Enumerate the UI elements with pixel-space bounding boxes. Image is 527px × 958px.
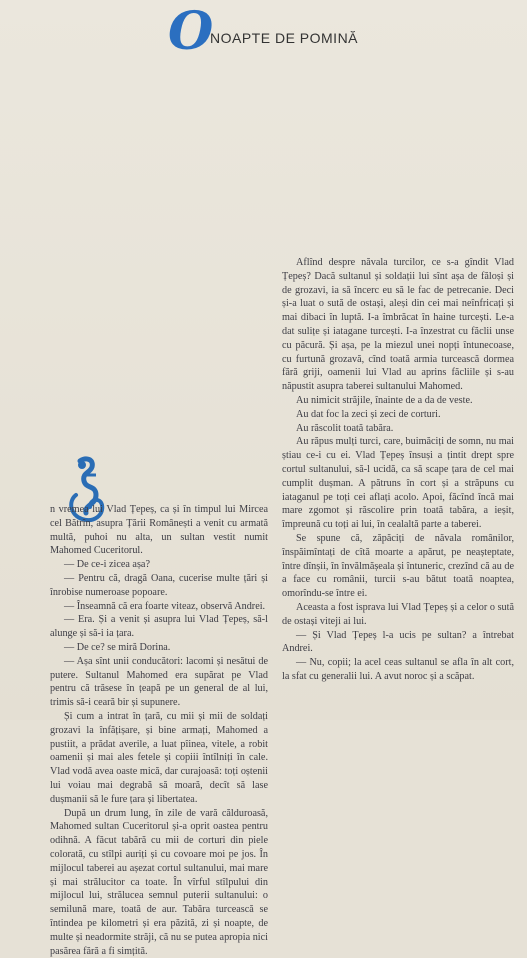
paragraph: — De ce? se miră Dorina. [64,641,171,653]
paragraph: — Așa sînt unii conducători: lacomi și nesătui de putere. Sultanul Mahomed era supărat pe Vlad pentru că trăsese în țeapă pe un general de al lui, trimis să-i ceară bir și supunere. [50,655,268,709]
paragraph: Au răpus mulți turci, care, buimăciți de somn, nu mai știau ce-i cu ei. Vlad Țepeș însuși a țintit drept spre cortul sultanului, să-l ucidă, ca să scape țara de cel mai cumplit dușman. A pătruns în cort și a străpuns cu iataganul pe toți cei aflați acolo. Apoi, făcînd încă mai mare zgomot și răscolire prin toată tabăra, a ieșit, împreună cu toți ai lui, în cealaltă parte a taberei. [282,436,514,531]
paragraph: — Și Vlad Țepeș l-a ucis pe sultan? a întrebat Andrei. [282,629,514,655]
paragraph: Au dat foc la zeci și zeci de corturi. [296,408,441,420]
right-text-column [282,256,514,718]
paragraph: — Nu, copii; la acel ceas sultanul se afla în alt cort, la sfat cu generalii lui. A avut noroc și a scăpat. [282,657,514,682]
title-initial-letter: O [168,1,214,62]
paragraph: — Pentru că, dragă Oana, cucerise multe țări și înrobise numeroase popoare. [50,572,268,598]
paragraph: Au nimicit străjile, înainte de a da de veste. [296,394,473,406]
paragraph: Aflînd despre năvala turcilor, ce s-a gîndit Vlad Țepeș? Dacă sultanul și soldații lui sînt așa de făloși și de grozavi, ia să încerc eu să le fac de petrecanie. Deci și-a luat o sută de ostași, aleși din cei mai neînfricați și mai dibaci în luptă. I-a îmbrăcat în haine turcești. Le-a dat sulițe și iatagane turcești. I-a înzestrat cu făclii unse cu păcură. Și așa, pe la miezul unei nopți întunecoase, cu furtună grozavă, cînd toată armia turcească dormea fără griji, oamenii lui Vlad au aprins făcliile și s-au năpustit asupra taberei sultanului Mahomed. [282,257,514,393]
paragraph: Și cum a intrat în țară, cu mii și mii de soldați grozavi la înfățișare, și bine armați, Mahomed a pustiit, a prădat averile, a luat pîinea, vitele, a robit oamenii și mai ales fetele și copiii întîlniți în cale. Vlad vodă avea oaste mică, dar curajoasă: toți oștenii lui voiau mai degrabă să moară, decît să lase dușmanii să le fure țara și libertatea. [50,710,268,805]
paragraph: — Era. Și a venit și asupra lui Vlad Țepeș, să-l alunge și să-i ia țara. [50,614,268,640]
paragraph: Au răscolit toată tabăra. [296,422,394,434]
paragraph: — Înseamnă că era foarte viteaz, observă Andrei. [64,600,266,612]
title-text: NOAPTE DE POMINĂ [210,30,359,46]
paragraph: — De ce-i zicea așa? [64,559,150,571]
paragraph: n vremea lui Vlad Țepeș, ca și în timpul lui Mircea cel Bătrîn, asupra Țării Românești a venit cu armată multă, puhoi nu alta, un sultan vestit numit Mahomed Cuceritorul. [50,504,268,557]
paragraph: Aceasta a fost isprava lui Vlad Țepeș și a celor o sută de ostași viteji ai lui. [282,601,514,627]
paragraph: După un drum lung, în zile de vară călduroasă, Mahomed sultan Cuceritorul și-a oprit oastea pentru odihnă. A făcut tabără cu mii de corturi din piele colorată, cu stîlpi auriți și cu covoare moi pe jos. În mijlocul taberei au așezat cortul sultanului, mai mare și mai strălucitor ca toate. În vîrful stîlpului din mijlocul lui, strălucea semnul puterii sultanului: o semilună mare, toată de aur. Tabăra turcească se întindea pe kilometri și era păzită, zi și noapte, de multe și neadormite străji, că nu se putea apropia nici pasărea fără a fi simțită. [50,807,268,957]
left-text-column [50,503,268,957]
paragraph: Se spune că, zăpăciți de năvala românilor, înspăimîntați de cîtă moarte a apărut, pe neașteptate, între dînșii, în învălmășeala și întuneric, crezînd că au de a face cu românii, turcii s-au bătut toată noaptea, omorîndu-se între ei. [282,532,514,600]
